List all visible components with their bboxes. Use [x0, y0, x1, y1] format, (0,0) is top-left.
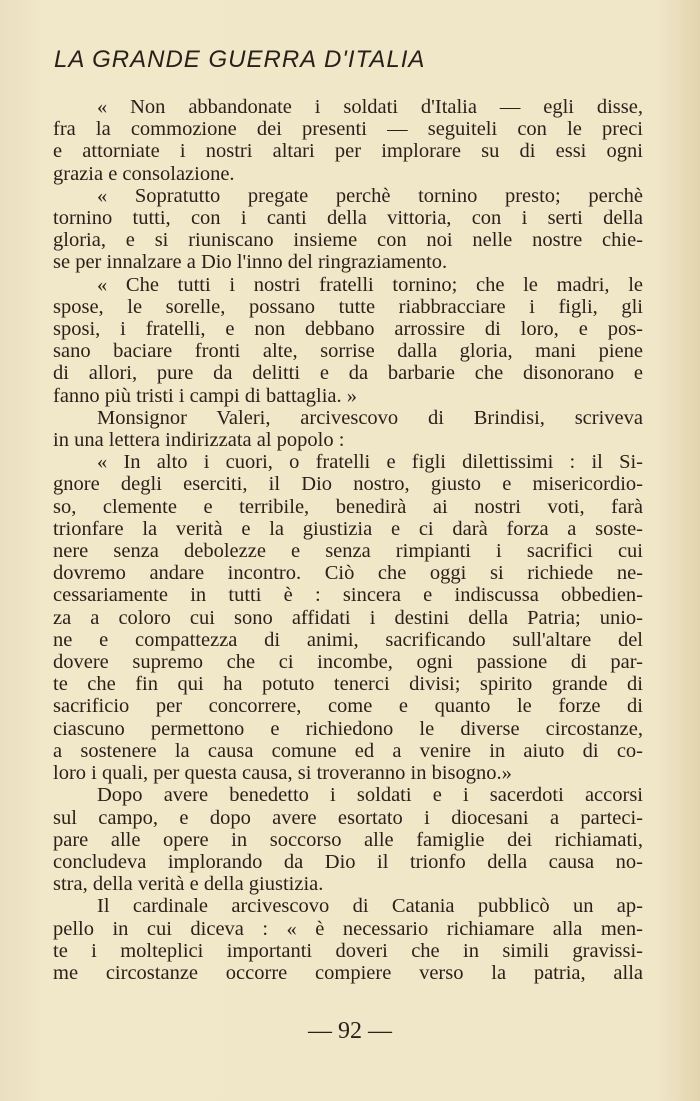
text-line: concludeva implorando da Dio il trionfo della causa no- [53, 850, 643, 873]
text-line: fra la commozione dei presenti — seguiteli con le preci [53, 118, 643, 141]
text-line: pare alle opere in soccorso alle famiglie dei richiamati, [53, 828, 643, 851]
running-head: LA GRANDE GUERRA D'ITALIA [54, 46, 426, 73]
text-line: ne e compattezza di animi, sacrificando sull'altare del [53, 628, 643, 651]
text-line: te che fin qui ha potuto tenerci divisi; spirito grande di [53, 673, 643, 696]
text-line: spose, le sorelle, possano tutte riabbracciare i figli, gli [53, 295, 643, 318]
text-line: Il cardinale arcivescovo di Catania pubblicò un ap- [97, 895, 643, 918]
text-line: fanno più tristi i campi di battaglia. » [53, 384, 358, 407]
text-line: tornino tutti, con i canti della vittoria, con i serti della [53, 207, 643, 230]
text-line: « Non abbandonate i soldati d'Italia — egli disse, [97, 96, 643, 118]
text-line: sposi, i fratelli, e non debbano arrossire di loro, e pos- [53, 318, 643, 341]
text-line: dovere supremo che ci incombe, ogni passione di par- [53, 651, 643, 674]
text-line: e attorniate i nostri altari per implorare su di essi ogni [53, 140, 643, 163]
text-line: gnore degli eserciti, il Dio nostro, giusto e misericordio- [53, 473, 643, 496]
text-line: sacrificio per concorrere, come e quanto le forze di [53, 695, 643, 718]
text-line: a sostenere la causa comune ed a venire in aiuto di co- [53, 739, 643, 762]
text-line: me circostanze occorre compiere verso la patria, alla [53, 961, 643, 984]
text-line: dovremo andare incontro. Ciò che oggi si richiede ne- [53, 562, 643, 585]
text-line: so, clemente e terribile, benedirà ai nostri voti, farà [53, 495, 643, 518]
text-line: trionfare la verità e la giustizia e ci darà forza a soste- [53, 517, 643, 540]
text-line: ciascuno permettono e richiedono le diverse circostanze, [53, 717, 643, 740]
text-line: « Sopratutto pregate perchè tornino presto; perchè [97, 184, 643, 207]
text-line: in una lettera indirizzata al popolo : [53, 429, 345, 452]
text-line: loro i quali, per questa causa, si troveranno in bisogno.» [53, 762, 512, 785]
text-line: stra, della verità e della giustizia. [53, 873, 324, 896]
text-line: nere senza debolezze e senza rimpianti i sacrifici cui [53, 540, 643, 563]
text-line: cessariamente in tutti è : sincera e indiscussa obbedien- [53, 584, 643, 607]
page-number: — 92 — [308, 1018, 392, 1044]
text-line: se per innalzare a Dio l'inno del ringraziamento. [53, 251, 448, 274]
text-line: sano baciare fronti alte, sorrise dalla gloria, mani piene [53, 340, 643, 363]
body-text [53, 96, 643, 984]
text-line: grazia e consolazione. [53, 162, 235, 185]
text-line: pello in cui diceva : « è necessario richiamare alla men- [53, 917, 643, 940]
text-line: gloria, e si riuniscano insieme con noi nelle nostre chie- [53, 229, 643, 252]
text-line: « In alto i cuori, o fratelli e figli dilettissimi : il Si- [97, 451, 643, 474]
text-line: « Che tutti i nostri fratelli tornino; che le madri, le [97, 273, 643, 296]
text-line: Dopo avere benedetto i soldati e i sacerdoti accorsi [97, 784, 643, 807]
text-line: di allori, pure da delitti e da barbarie che disonorano e [53, 362, 643, 385]
text-line: te i molteplici importanti doveri che in simili gravissi- [53, 939, 643, 962]
text-line: Monsignor Valeri, arcivescovo di Brindisi, scriveva [97, 406, 643, 429]
text-line: sul campo, e dopo avere esortato i diocesani a parteci- [53, 806, 643, 829]
text-line: za a coloro cui sono affidati i destini della Patria; unio- [53, 606, 643, 629]
